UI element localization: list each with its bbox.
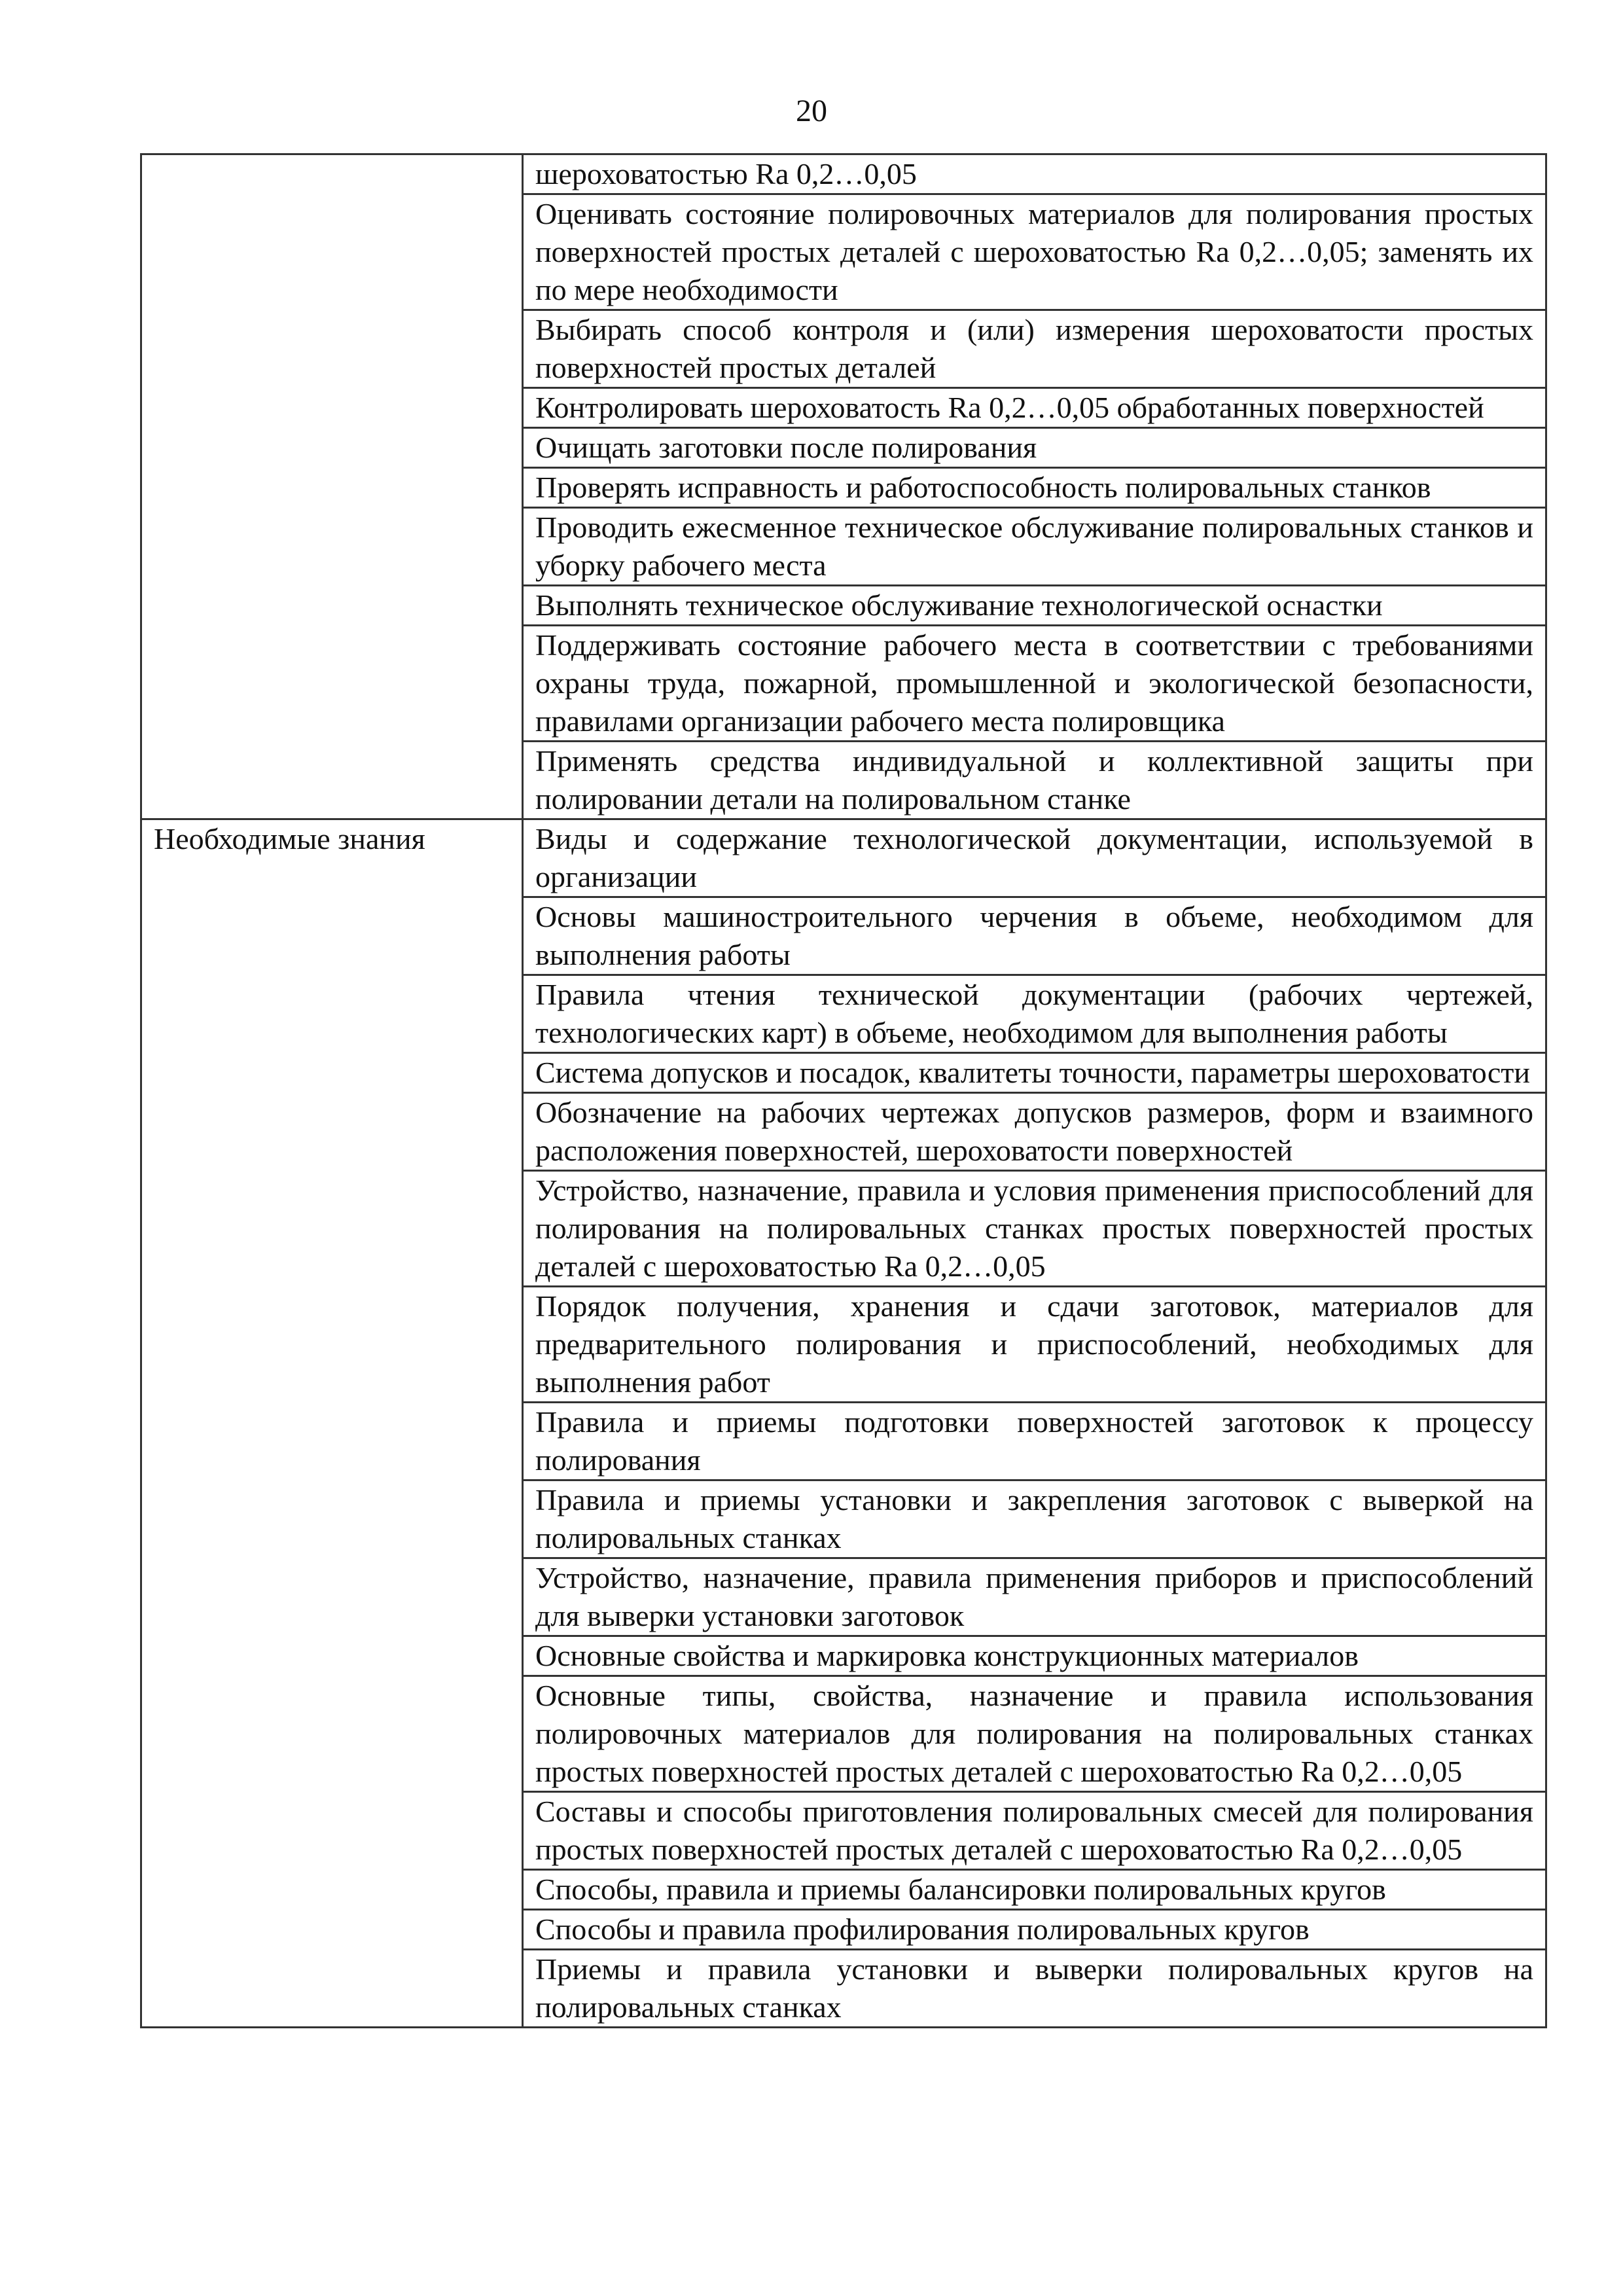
table-cell: Правила и приемы подготовки поверхностей заготовок к процессу полирования xyxy=(523,1403,1546,1480)
table-cell: шероховатостью Ra 0,2…0,05 xyxy=(523,154,1546,194)
knowledge-label: Необходимые знания xyxy=(141,819,523,2028)
table-cell: Устройство, назначение, правила и условия применения приспособлений для полирования на полировальных станках простых поверхностей простых деталей с шероховатостью Ra 0,2…0,05 xyxy=(523,1171,1546,1287)
table-cell: Способы и правила профилирования полировальных кругов xyxy=(523,1910,1546,1950)
table-cell: Правила и приемы установки и закрепления заготовок с выверкой на полировальных станках xyxy=(523,1480,1546,1558)
table-cell: Выполнять техническое обслуживание технологической оснастки xyxy=(523,586,1546,626)
table-cell: Очищать заготовки после полирования xyxy=(523,428,1546,468)
table-cell: Система допусков и посадок, квалитеты точности, параметры шероховатости xyxy=(523,1053,1546,1093)
table-cell: Порядок получения, хранения и сдачи заготовок, материалов для предварительного полирования и приспособлений, необходимых для выполнения работ xyxy=(523,1287,1546,1403)
table-cell: Виды и содержание технологической документации, используемой в организации xyxy=(523,819,1546,897)
table-cell: Контролировать шероховатость Ra 0,2…0,05 обработанных поверхностей xyxy=(523,388,1546,428)
page-number: 20 xyxy=(796,94,827,128)
requirements-table xyxy=(140,153,1547,2028)
table-cell: Составы и способы приготовления полировальных смесей для полирования простых поверхностей простых деталей с шероховатостью Ra 0,2…0,05 xyxy=(523,1792,1546,1870)
table-cell: Применять средства индивидуальной и коллективной защиты при полировании детали на полировальном станке xyxy=(523,742,1546,819)
table-cell: Способы, правила и приемы балансировки полировальных кругов xyxy=(523,1870,1546,1910)
table-cell: Основные типы, свойства, назначение и правила использования полировочных материалов для полирования на полировальных станках простых поверхностей простых деталей с шероховатостью Ra 0,2…0,05 xyxy=(523,1676,1546,1792)
table-cell: Устройство, назначение, правила применения приборов и приспособлений для выверки установки заготовок xyxy=(523,1558,1546,1636)
table-row xyxy=(141,154,1546,194)
table-cell: Поддерживать состояние рабочего места в соответствии с требованиями охраны труда, пожарной, промышленной и экологической безопасности, правилами организации рабочего места полировщика xyxy=(523,626,1546,742)
skills-label-cell xyxy=(141,154,523,819)
table-cell: Правила чтения технической документации (рабочих чертежей, технологических карт) в объеме, необходимом для выполнения работы xyxy=(523,975,1546,1053)
table-row xyxy=(141,819,1546,897)
table-cell: Приемы и правила установки и выверки полировальных кругов на полировальных станках xyxy=(523,1950,1546,2028)
table-cell: Основные свойства и маркировка конструкционных материалов xyxy=(523,1636,1546,1676)
table-cell: Выбирать способ контроля и (или) измерения шероховатости простых поверхностей простых деталей xyxy=(523,310,1546,388)
table-cell: Проводить ежесменное техническое обслуживание полировальных станков и уборку рабочего места xyxy=(523,508,1546,586)
table-cell: Основы машиностроительного черчения в объеме, необходимом для выполнения работы xyxy=(523,897,1546,975)
table-cell: Оценивать состояние полировочных материалов для полирования простых поверхностей простых деталей с шероховатостью Ra 0,2…0,05; заменять их по мере необходимости xyxy=(523,194,1546,310)
table-cell: Проверять исправность и работоспособность полировальных станков xyxy=(523,468,1546,508)
table-cell: Обозначение на рабочих чертежах допусков размеров, форм и взаимного расположения поверхностей, шероховатости поверхностей xyxy=(523,1093,1546,1171)
